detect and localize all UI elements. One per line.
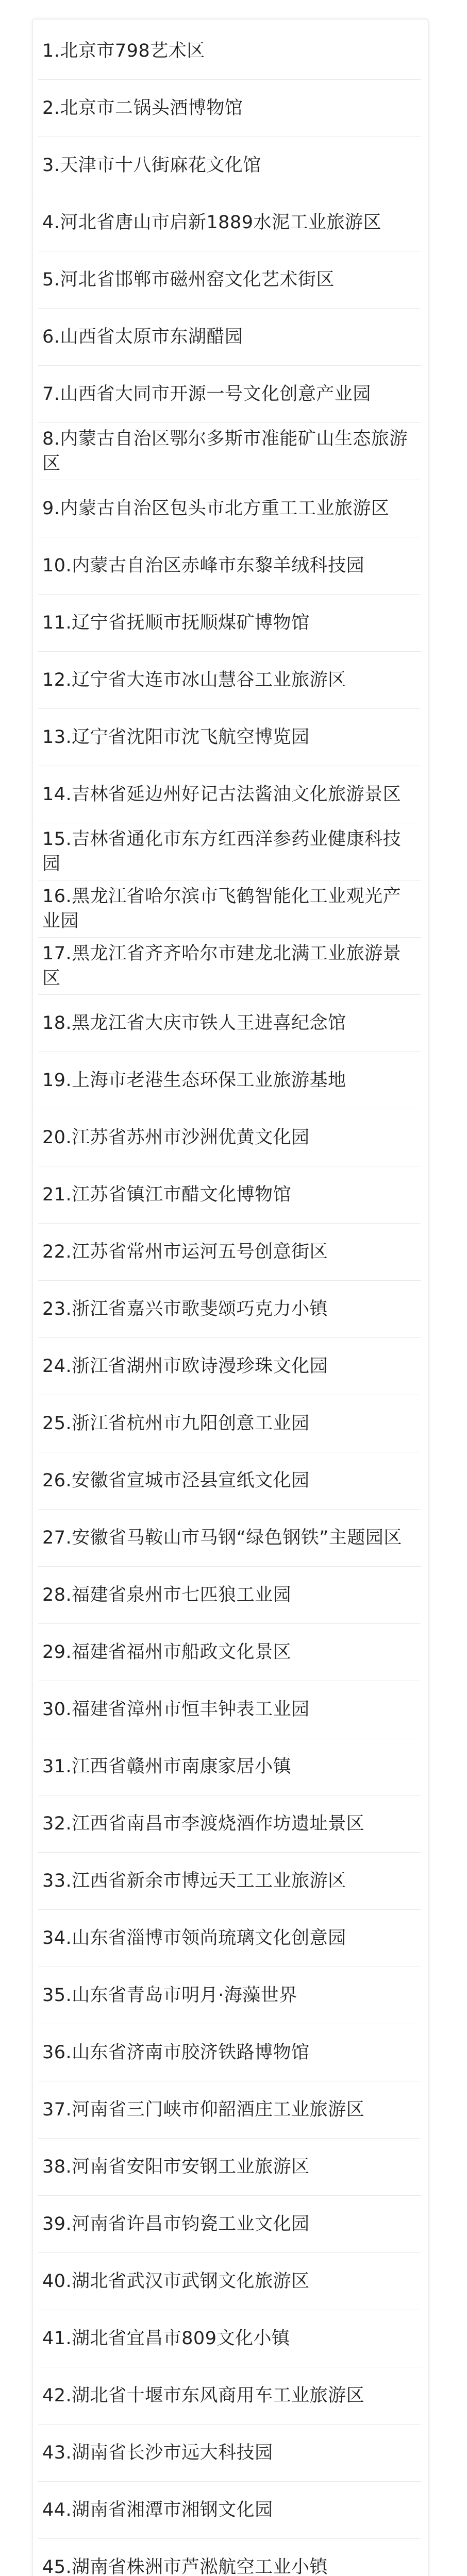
list-item [38,2081,421,2139]
list-item [38,709,421,766]
list-item-text: 6.山西省太原市东湖醋园 [42,327,243,347]
list-item-text: 24.浙江省湖州市欧诗漫珍珠文化园 [42,1356,328,1377]
list-item [38,595,421,652]
list-item-text: 13.辽宁省沈阳市沈飞航空博览园 [42,727,310,748]
list-item [38,1567,421,1624]
list-item-text: 33.江西省新余市博远天工工业旅游区 [42,1871,346,1891]
list-item-text: 37.河南省三门峡市仰韶酒庄工业旅游区 [42,2099,365,2120]
list-item [38,1624,421,1681]
list-item-text: 18.黑龙江省大庆市铁人王进喜纪念馆 [42,1013,346,1033]
list-item [38,1510,421,1567]
list-item [38,2139,421,2196]
list-item-text: 34.山东省淄博市领尚琉璃文化创意园 [42,1928,346,1948]
list-item-text: 15.吉林省通化市东方红西洋参药业健康科技园 [42,829,402,874]
list-item [38,1738,421,1795]
list-item-text: 10.内蒙古自治区赤峰市东黎羊绒科技园 [42,555,365,576]
list-item [38,423,421,480]
list-item-text: 9.内蒙古自治区包头市北方重工工业旅游区 [42,498,390,519]
list-item-text: 41.湖北省宜昌市809文化小镇 [42,2328,290,2349]
list-card [32,19,429,2576]
list-item-text: 28.福建省泉州市七匹狼工业园 [42,1585,292,1605]
list-item [38,137,421,194]
list-item-text: 35.山东省青岛市明月·海藻世界 [42,1985,297,2006]
list-item-text: 36.山东省济南市胶济铁路博物馆 [42,2042,310,2063]
list-item [38,366,421,423]
list-item [38,823,421,880]
list-item [38,766,421,823]
list-item-text: 43.湖南省长沙市远大科技园 [42,2443,273,2463]
list-item-text: 14.吉林省延边州好记古法酱油文化旅游景区 [42,784,402,805]
list-item [38,2482,421,2539]
list-item-text: 26.安徽省宣城市泾县宣纸文化园 [42,1470,310,1491]
list-item-text: 32.江西省南昌市李渡烧酒作坊遗址景区 [42,1814,365,1834]
list-item [38,309,421,366]
list-item [38,2539,421,2576]
list-item [38,1281,421,1338]
list-item [38,23,421,80]
list-item [38,80,421,137]
list-item [38,1910,421,1967]
list-item [38,2367,421,2425]
list-item-text: 17.黑龙江省齐齐哈尔市建龙北满工业旅游景区 [42,943,402,989]
list-item-text: 2.北京市二锅头酒博物馆 [42,98,243,118]
list-item [38,2024,421,2081]
list-item [38,938,421,995]
list-item [38,1052,421,1109]
list-item-text: 44.湖南省湘潭市湘钢文化园 [42,2500,273,2520]
list-item [38,251,421,309]
list-item [38,1452,421,1510]
list-item-text: 4.河北省唐山市启新1889水泥工业旅游区 [42,212,381,233]
list-item [38,1395,421,1452]
list-item-text: 22.江苏省常州市运河五号创意街区 [42,1242,328,1262]
list-item [38,2253,421,2310]
list-item [38,1224,421,1281]
list-item-text: 20.江苏省苏州市沙洲优黄文化园 [42,1127,310,1148]
list-item [38,1338,421,1395]
list-item [38,194,421,251]
list-item-text: 39.河南省许昌市钧瓷工业文化园 [42,2214,310,2234]
list-item [38,995,421,1052]
list-item [38,537,421,595]
list-item-text: 5.河北省邯郸市磁州窑文化艺术街区 [42,269,335,290]
list-item [38,880,421,938]
list-item-text: 12.辽宁省大连市冰山慧谷工业旅游区 [42,670,346,690]
list-item [38,652,421,709]
list-item-text: 31.江西省赣州市南康家居小镇 [42,1756,292,1777]
list-item [38,1166,421,1224]
list-item-text: 25.浙江省杭州市九阳创意工业园 [42,1413,310,1434]
list-item-text: 42.湖北省十堰市东风商用车工业旅游区 [42,2385,365,2406]
list-item [38,2196,421,2253]
list-item-text: 19.上海市老港生态环保工业旅游基地 [42,1070,346,1091]
list-item-text: 8.内蒙古自治区鄂尔多斯市准能矿山生态旅游区 [42,429,408,474]
list-item-text: 21.江苏省镇江市醋文化博物馆 [42,1184,292,1205]
tourism-site-list [38,23,421,2576]
list-item-text: 29.福建省福州市船政文化景区 [42,1642,292,1663]
list-item-text: 45.湖南省株洲市芦淞航空工业小镇 [42,2557,328,2576]
list-item-text: 40.湖北省武汉市武钢文化旅游区 [42,2271,310,2292]
list-item-text: 38.河南省安阳市安钢工业旅游区 [42,2157,310,2177]
list-item [38,1795,421,1853]
list-item-text: 23.浙江省嘉兴市歌斐颂巧克力小镇 [42,1299,328,1319]
list-item-text: 27.安徽省马鞍山市马钢“绿色钢铁”主题园区 [42,1528,402,1548]
list-item [38,2310,421,2367]
list-item-text: 30.福建省漳州市恒丰钟表工业园 [42,1699,310,1720]
list-item [38,1681,421,1738]
list-item [38,1853,421,1910]
list-item-text: 16.黑龙江省哈尔滨市飞鹤智能化工业观光产业园 [42,886,402,931]
list-item [38,1109,421,1166]
list-item-text: 3.天津市十八街麻花文化馆 [42,155,261,176]
list-item-text: 1.北京市798艺术区 [42,41,205,61]
list-item [38,2425,421,2482]
list-item [38,1967,421,2024]
list-item-text: 11.辽宁省抚顺市抚顺煤矿博物馆 [42,613,310,633]
list-item [38,480,421,537]
list-item-text: 7.山西省大同市开源一号文化创意产业园 [42,384,371,404]
